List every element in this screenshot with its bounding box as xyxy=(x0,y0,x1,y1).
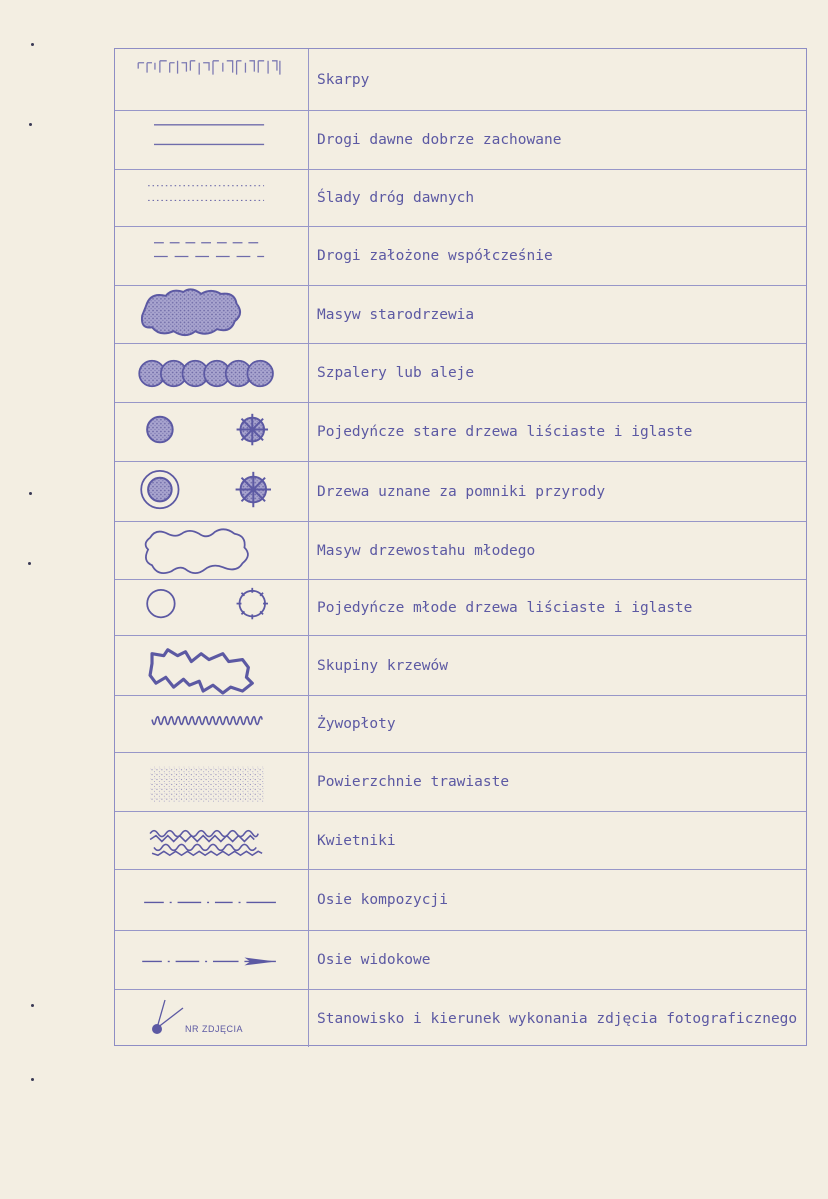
margin-dot xyxy=(31,1004,34,1007)
legend-row xyxy=(115,286,806,344)
escarpment-icon xyxy=(115,49,309,110)
double-dotted-line-icon xyxy=(115,170,309,226)
photo-position-icon xyxy=(115,990,309,1047)
legend-row xyxy=(115,870,806,931)
legend-label: Masyw starodrzewia xyxy=(317,306,475,323)
legend-row xyxy=(115,49,806,111)
margin-dot xyxy=(29,123,32,126)
legend-label: Drzewa uznane za pomniki przyrody xyxy=(317,483,606,500)
legend-label: Drogi dawne dobrze zachowane xyxy=(317,132,562,148)
legend-table xyxy=(114,48,807,1046)
hedge-icon xyxy=(115,696,309,752)
composition-axis-icon xyxy=(115,870,309,930)
grass-area-icon xyxy=(115,753,309,811)
legend-label: Skupiny krzewów xyxy=(317,657,448,674)
natural-monument-trees-icon xyxy=(115,462,309,521)
legend-row xyxy=(115,462,806,522)
legend-label: Osie widokowe xyxy=(317,952,431,968)
shrub-group-icon xyxy=(115,636,309,695)
double-dashed-line-icon xyxy=(115,227,309,285)
legend-row xyxy=(115,696,806,753)
legend-label: Żywopłoty xyxy=(317,716,396,732)
legend-row xyxy=(115,522,806,580)
legend-row xyxy=(115,636,806,696)
legend-row xyxy=(115,931,806,990)
photo-number-label: NR ZDJĘCIA xyxy=(185,1024,244,1034)
legend-label: Osie kompozycji xyxy=(317,892,448,908)
flowerbed-icon xyxy=(115,812,309,869)
legend-row xyxy=(115,580,806,636)
margin-dot xyxy=(28,562,31,565)
margin-dot xyxy=(29,492,32,495)
legend-label: Drogi założone współcześnie xyxy=(317,248,553,264)
legend-row xyxy=(115,990,806,1047)
view-axis-icon xyxy=(115,931,309,989)
legend-label: Skarpy xyxy=(317,71,370,88)
old-single-trees-icon xyxy=(115,403,309,461)
legend-label: Kwietniki xyxy=(317,832,396,849)
young-tree-mass-icon xyxy=(115,522,309,579)
legend-row xyxy=(115,170,806,227)
young-single-trees-icon xyxy=(115,580,309,635)
legend-row xyxy=(115,812,806,870)
legend-row xyxy=(115,111,806,170)
legend-label: Szpalery lub aleje xyxy=(317,365,475,381)
legend-label: Masyw drzewostahu młodego xyxy=(317,542,536,559)
legend-row xyxy=(115,344,806,403)
legend-label: Powierzchnie trawiaste xyxy=(317,774,510,790)
old-tree-mass-icon xyxy=(115,286,309,343)
legend-label: Pojedyńcze stare drzewa liściaste i iglaste xyxy=(317,424,693,440)
legend-label: Ślady dróg dawnych xyxy=(317,190,475,206)
legend-row xyxy=(115,403,806,462)
legend-label: Stanowisko i kierunek wykonania zdjęcia fotograficznego xyxy=(317,1010,798,1027)
legend-label: Pojedyńcze młode drzewa liściaste i iglaste xyxy=(317,599,693,616)
margin-dot xyxy=(31,43,34,46)
double-solid-line-icon xyxy=(115,111,309,169)
tree-row-icon xyxy=(115,344,309,402)
legend-row xyxy=(115,753,806,812)
margin-dot xyxy=(31,1078,34,1081)
legend-row xyxy=(115,227,806,286)
